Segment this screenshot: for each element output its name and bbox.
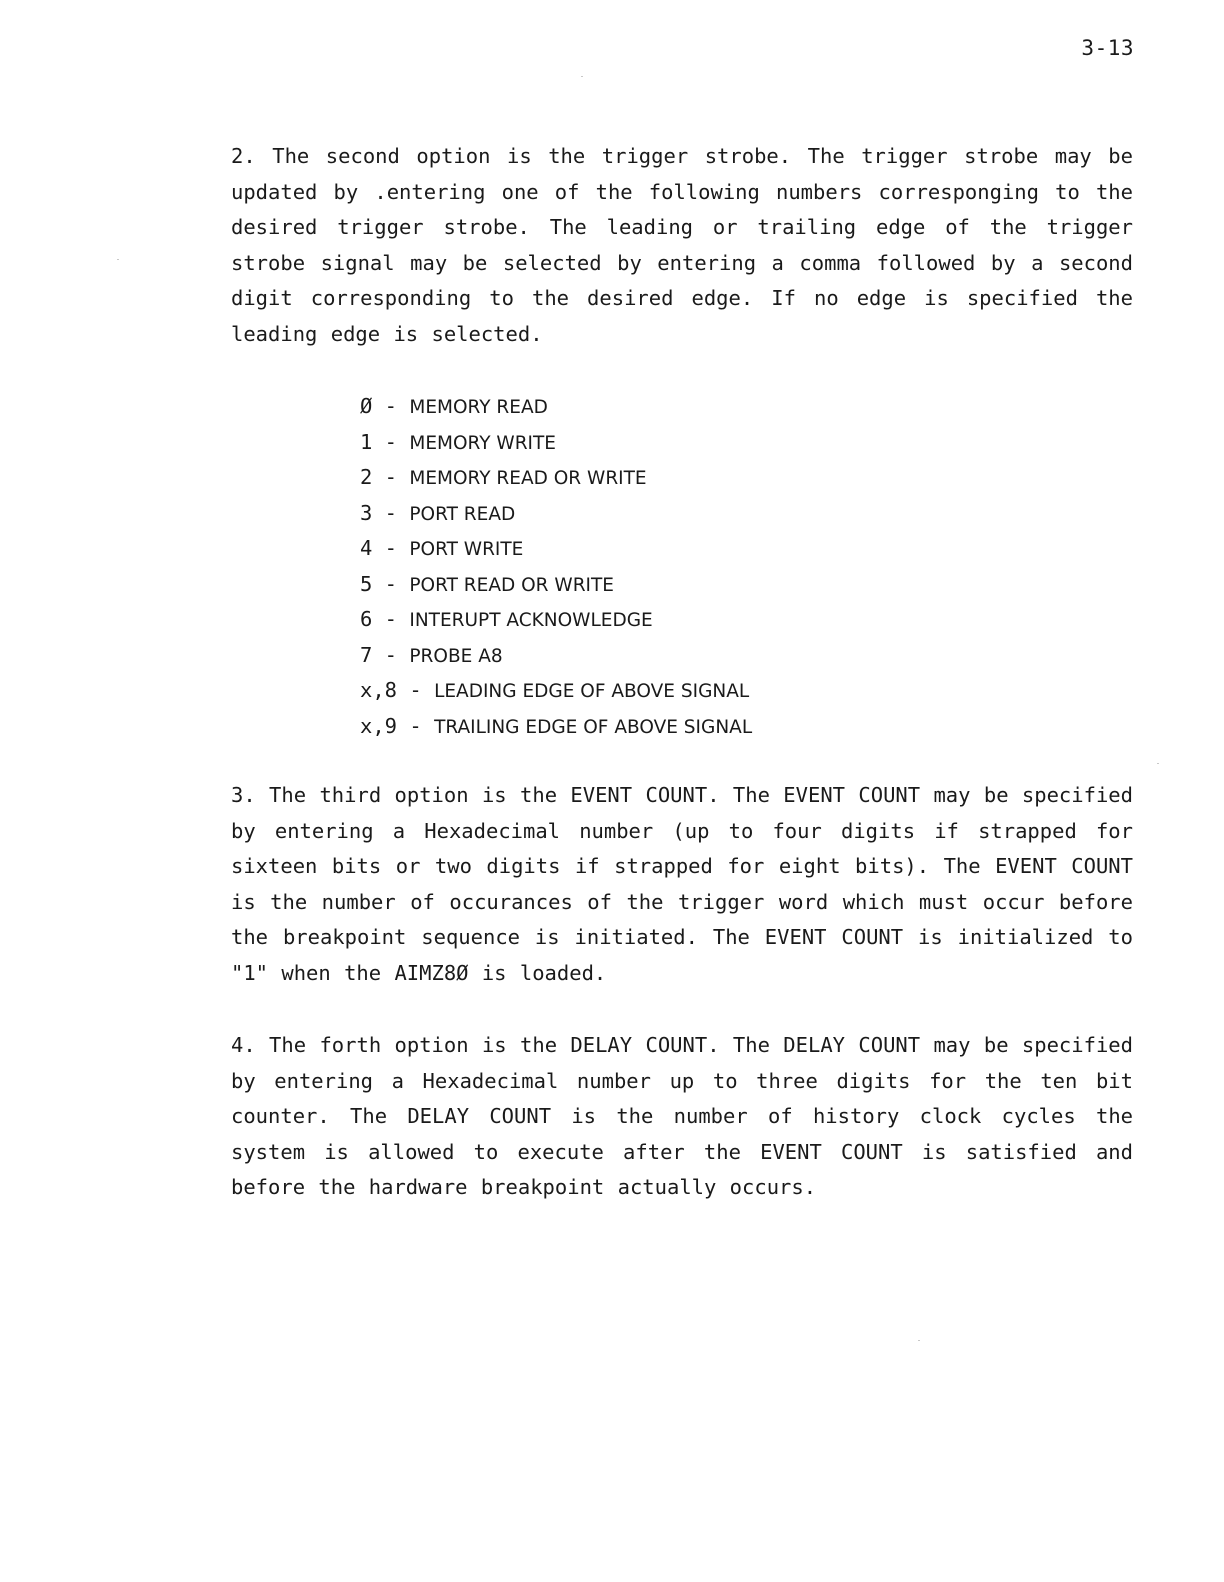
list-item (360, 496, 752, 532)
paragraph-option-3: 3. The third option is the EVENT COUNT. The EVENT COUNT may be specified by entering a Hexadecimal number (up to four digits if strapped for sixteen bits or two digits if strapped for eight bits). The EVENT COUNT is the number of occurances of the trigger word which must occur before the breakpoint sequence is initiated. The EVENT COUNT is initialized to "1" when the AIMZ8Ø is loaded. (231, 783, 1133, 985)
separator: - (372, 642, 410, 667)
paragraph-option-4: 4. The forth option is the DELAY COUNT. The DELAY COUNT may be specified by entering a Hexadecimal number up to three digits for the ten bit counter. The DELAY COUNT is the number of history clock cycles the system is allowed to execute after the EVENT COUNT is satisfied and before the hardware breakpoint actually occurs. (231, 1033, 1133, 1199)
list-item (360, 567, 752, 603)
option-label: PORT WRITE (409, 539, 524, 560)
paragraph-option-2: 2. The second option is the trigger strobe. The trigger strobe may be updated by .entering one of the following numbers corresponging to the desired trigger strobe. The leading or trailing edge of the trigger strobe signal may be selected by entering a comma followed by a second digit corresponding to the desired edge. If no edge is specified the leading edge is selected. (231, 144, 1133, 346)
separator: - (372, 429, 410, 454)
scan-speck (918, 1340, 920, 1341)
list-item (360, 673, 752, 709)
separator: - (397, 713, 435, 738)
separator: - (372, 607, 410, 631)
list-item (360, 638, 752, 674)
option-code: 2 (360, 465, 373, 489)
list-item (360, 602, 752, 638)
option-label: LEADING EDGE OF ABOVE SIGNAL (434, 681, 750, 702)
option-code: Ø (360, 394, 373, 418)
separator: - (372, 394, 410, 418)
option-label: PROBE A8 (409, 645, 503, 667)
option-label: MEMORY READ OR WRITE (409, 468, 647, 489)
separator: - (372, 500, 410, 525)
list-item (360, 389, 752, 425)
list-item (360, 460, 752, 496)
option-code: 3 (360, 500, 373, 525)
option-label: INTERUPT ACKNOWLEDGE (409, 610, 653, 631)
option-code: 1 (360, 429, 373, 454)
separator: - (372, 571, 410, 596)
list-item (360, 425, 752, 461)
option-code: 4 (360, 536, 373, 560)
separator: - (397, 678, 435, 702)
option-code: 7 (360, 642, 373, 667)
option-code: 5 (360, 571, 373, 596)
option-code: 6 (360, 607, 373, 631)
option-label: TRAILING EDGE OF ABOVE SIGNAL (434, 716, 753, 738)
option-code: x,8 (360, 678, 398, 702)
scan-speck (117, 259, 119, 260)
scan-speck (581, 76, 583, 77)
list-item (360, 531, 752, 567)
option-label: PORT READ (409, 503, 516, 525)
page-number: 3-13 (1081, 36, 1134, 60)
option-label: MEMORY READ (409, 397, 548, 418)
list-item (360, 709, 752, 745)
trigger-strobe-list (360, 389, 752, 744)
separator: - (372, 465, 410, 489)
option-label: MEMORY WRITE (409, 432, 556, 454)
separator: - (372, 536, 410, 560)
option-label: PORT READ OR WRITE (409, 574, 614, 596)
option-code: x,9 (360, 713, 398, 738)
scan-speck (1157, 763, 1159, 764)
